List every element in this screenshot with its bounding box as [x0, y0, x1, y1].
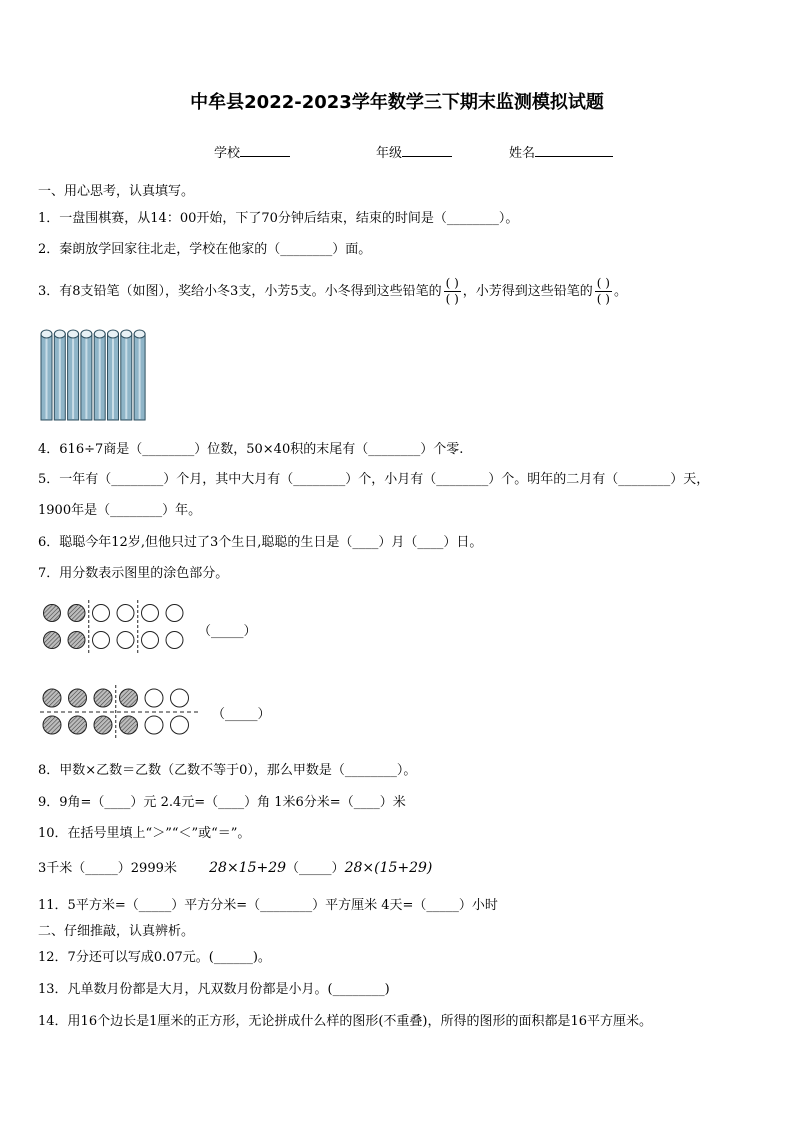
empty-circle: [93, 632, 110, 649]
shaded-circle: [94, 716, 112, 734]
question-5-line-2: 1900年是（________）年。: [38, 503, 202, 518]
empty-circle: [145, 716, 163, 734]
question-1: 1．一盘围棋赛，从14：00开始，下了70分钟后结束，结束的时间是（________）。: [38, 211, 519, 226]
empty-circle: [93, 605, 110, 622]
shaded-circle: [68, 605, 85, 622]
fraction-blank-1[interactable]: [444, 276, 461, 307]
question-8: 8．甲数×乙数＝乙数（乙数不等于0），那么甲数是（________）。: [38, 763, 417, 778]
pencil-icon: [54, 330, 65, 420]
shaded-circle: [120, 716, 138, 734]
expression-2: 28×(15+29): [344, 860, 433, 876]
empty-circle: [117, 605, 134, 622]
school-field: [214, 142, 290, 161]
school-label: 学校: [214, 146, 241, 161]
question-4: 4．616÷7商是（________）位数，50×40积的末尾有（________）个零.: [38, 442, 464, 457]
section-1-heading: 一、用心思考，认真填写。: [38, 184, 195, 199]
fraction-denominator: ( ): [596, 292, 610, 306]
section-2-heading: 二、仔细推敲，认真辨析。: [38, 924, 195, 939]
question-3-text-b: ，小芳得到这些铅笔的: [462, 284, 593, 299]
fraction-denominator: ( ): [445, 292, 459, 306]
pencil-icon: [121, 330, 132, 420]
grade-blank[interactable]: [402, 144, 452, 157]
grade-field: [376, 142, 452, 161]
empty-circle: [166, 632, 183, 649]
question-14: 14．用16个边长是1厘米的正方形，无论拼成什么样的图形(不重叠)，所得的图形的面积都是16平方厘米。: [38, 1014, 653, 1029]
page-title: 中牟县2022-2023学年数学三下期末监测模拟试题: [190, 92, 604, 113]
question-2: 2．秦朗放学回家往北走，学校在他家的（________）面。: [38, 242, 372, 257]
grade-label: 年级: [376, 146, 403, 161]
question-10-items: [38, 857, 432, 876]
question-5-line-1: 5．一年有（________）个月，其中大月有（________）个，小月有（________）个。明年的二月有（________）天，: [38, 472, 710, 487]
shaded-circles-figure-2: [40, 685, 200, 741]
question-7-blank-1[interactable]: （_____）: [198, 624, 257, 639]
shaded-circle: [120, 689, 138, 707]
question-3: [38, 276, 627, 307]
question-11: 11．5平方米=（_____）平方分米=（________）平方厘米 4天=（_____）小时: [38, 898, 498, 913]
shaded-circle: [44, 632, 61, 649]
name-label: 姓名: [509, 146, 536, 161]
pencil-icon: [41, 330, 52, 420]
shaded-circle: [69, 716, 87, 734]
question-10: 10．在括号里填上“＞”“＜”或“＝”。: [38, 826, 251, 841]
question-12: 12．7分还可以写成0.07元。(______)。: [38, 950, 271, 965]
empty-circle: [142, 605, 159, 622]
empty-circle: [171, 689, 189, 707]
question-3-text-a: 3．有8支铅笔（如图），奖给小冬3支，小芳5支。小冬得到这些铅笔的: [38, 284, 442, 299]
question-10-blank-b[interactable]: （_____）: [286, 861, 345, 876]
pencil-icon: [81, 330, 92, 420]
fraction-blank-2[interactable]: [595, 276, 612, 307]
question-6: 6．聪聪今年12岁,但他只过了3个生日,聪聪的生日是（____）月（____）日。: [38, 535, 483, 550]
question-7: 7．用分数表示图里的涂色部分。: [38, 566, 229, 581]
name-field: [509, 142, 613, 161]
question-10-item-a: 3千米（_____）2999米: [38, 861, 177, 876]
empty-circle: [166, 605, 183, 622]
shaded-circle: [43, 716, 61, 734]
school-blank[interactable]: [240, 144, 290, 157]
empty-circle: [171, 716, 189, 734]
pencil-icon: [68, 330, 79, 420]
name-blank[interactable]: [535, 144, 613, 157]
shaded-circle: [43, 689, 61, 707]
expression-1: 28×15+29: [209, 860, 287, 876]
pencils-figure: [38, 326, 150, 422]
fraction-numerator: ( ): [596, 276, 610, 290]
empty-circle: [117, 632, 134, 649]
shaded-circle: [94, 689, 112, 707]
shaded-circle: [69, 689, 87, 707]
shaded-circle: [68, 632, 85, 649]
empty-circle: [142, 632, 159, 649]
question-13: 13．凡单数月份都是大月，凡双数月份都是小月。(________): [38, 982, 390, 997]
shaded-circle: [44, 605, 61, 622]
question-9: 9．9角=（____）元 2.4元=（____）角 1米6分米=（____）米: [38, 795, 406, 810]
question-7-blank-2[interactable]: （_____）: [212, 707, 271, 722]
shaded-circles-figure-1: [40, 600, 190, 654]
empty-circle: [145, 689, 163, 707]
fraction-numerator: ( ): [445, 276, 459, 290]
pencil-icon: [94, 330, 105, 420]
question-3-text-c: 。: [613, 284, 627, 299]
pencil-icon: [108, 330, 119, 420]
pencil-icon: [134, 330, 145, 420]
